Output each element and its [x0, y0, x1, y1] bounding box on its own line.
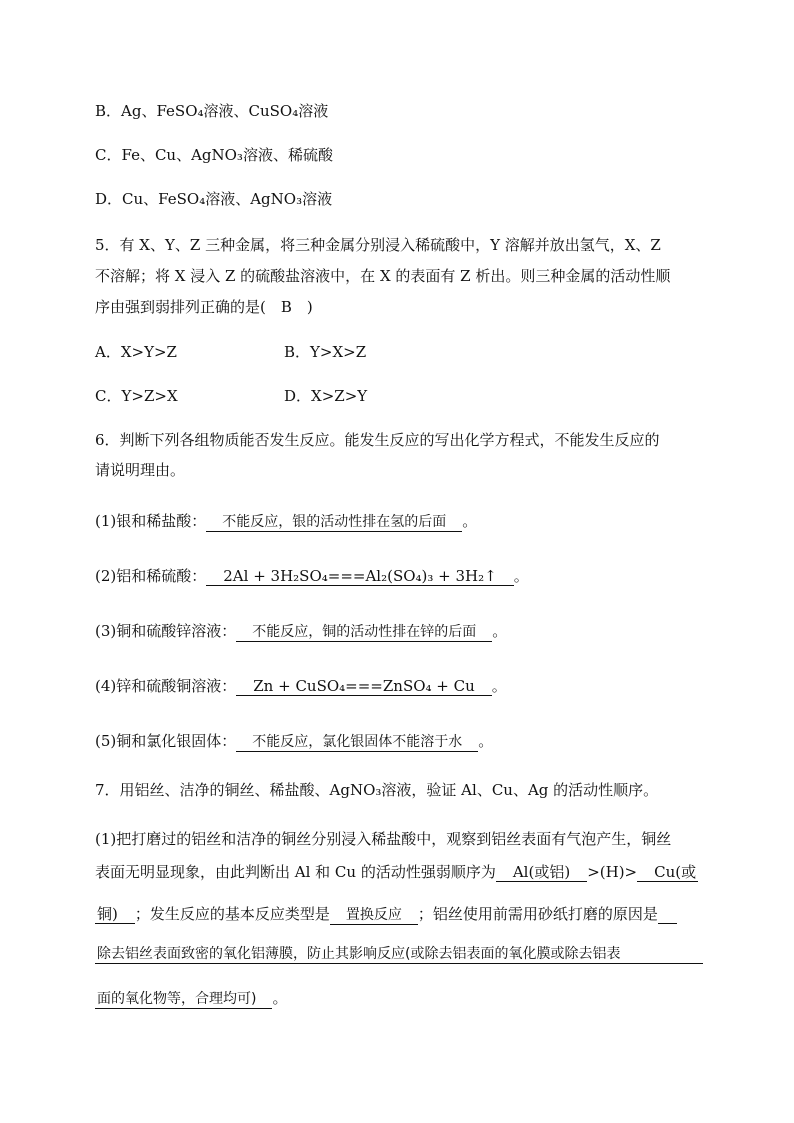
q6-stem-line-2: 请说明理由。 [95, 461, 186, 479]
q6-stem-line-1: 6．判断下列各组物质能否发生反应。能发生反应的写出化学方程式，不能发生反应的 [95, 431, 660, 449]
q5-option-a: A．X>Y>Z [95, 343, 177, 361]
q7-part1-line-5 [95, 988, 715, 1009]
q6-item-2-answer: 2Al + 3H₂SO₄===Al₂(SO₄)₃ + 3H₂↑ [208, 567, 512, 585]
q6-item-5-end: 。 [478, 732, 494, 750]
q7-answer-cu-part-2: 铜) [97, 905, 133, 923]
q6-item-1-answer: 不能反应，银的活动性排在氢的后面 [208, 514, 461, 530]
q7-part1-line-2 [95, 862, 715, 882]
q5-stem-line-3: 序由强到弱排列正确的是( B ) [95, 298, 313, 316]
q6-item-1 [95, 511, 715, 532]
q7-part1-line-3 [95, 904, 715, 925]
q7-answer-reason-part-2: 除去铝丝表面致密的氧化铝薄膜，防止其影响反应(或除去铝表面的氧化膜或除去铝表 [95, 945, 703, 964]
q4-option-c: C．Fe、Cu、AgNO₃溶液、稀硫酸 [95, 146, 333, 164]
q7-reaction-type-prompt: ；发生反应的基本反应类型是 [134, 905, 330, 923]
q6-item-3-prompt: (3)铜和硫酸锌溶液： [95, 622, 237, 640]
q4-option-b: B．Ag、FeSO₄溶液、CuSO₄溶液 [95, 102, 329, 120]
q6-item-5-answer: 不能反应，氯化银固体不能溶于水 [238, 734, 477, 750]
q6-item-4 [95, 676, 715, 696]
q6-item-2-prompt: (2)铝和稀硫酸： [95, 567, 207, 585]
q6-item-5-prompt: (5)铜和氯化银固体： [95, 732, 237, 750]
q7-answer-reason-part-3: 面的氧化物等，合理均可) [97, 991, 271, 1007]
q7-part1-line-1: (1)把打磨过的铝丝和洁净的铜丝分别浸入稀盐酸中，观察到铝丝表面有气泡产生，铜丝 [95, 830, 672, 848]
q7-stem: 7．用铝丝、洁净的铜丝、稀盐酸、AgNO₃溶液，验证 Al、Cu、Ag 的活动性顺序。 [95, 781, 659, 799]
q6-item-4-answer: Zn + CuSO₄===ZnSO₄ + Cu [238, 677, 490, 695]
q6-item-2-end: 。 [513, 567, 529, 585]
q5-option-b: B．Y>X>Z [284, 343, 367, 361]
q7-part1-line-4 [95, 945, 715, 964]
q7-answer-cu-part-1: Cu(或 [639, 863, 697, 881]
q7-reason-prompt: ；铝丝使用前需用砂纸打磨的原因是 [417, 905, 658, 923]
q5-option-d: D．X>Z>Y [284, 387, 368, 405]
q6-item-4-prompt: (4)锌和硫酸铜溶液： [95, 677, 237, 695]
q7-answer-reason-part-1 [658, 905, 677, 924]
q6-item-3-end: 。 [492, 622, 508, 640]
q4-option-d: D．Cu、FeSO₄溶液、AgNO₃溶液 [95, 190, 333, 208]
q7-answer-reaction-type: 置换反应 [331, 907, 416, 923]
q7-answer-al: Al(或铝) [497, 863, 586, 881]
q6-item-1-prompt: (1)银和稀盐酸： [95, 512, 207, 530]
q6-item-3-answer: 不能反应，铜的活动性排在锌的后面 [238, 624, 491, 640]
q7-order-mid: >(H)> [587, 863, 638, 881]
q6-item-1-end: 。 [462, 512, 478, 530]
q7-part1-end: 。 [272, 989, 288, 1007]
q7-part1-line-2-text: 表面无明显现象，由此判断出 Al 和 Cu 的活动性强弱顺序为 [95, 863, 496, 881]
q6-item-2 [95, 566, 715, 586]
q6-item-5 [95, 731, 715, 752]
q5-stem-line-1: 5．有 X、Y、Z 三种金属，将三种金属分别浸入稀硫酸中，Y 溶解并放出氢气，X、Z [95, 236, 661, 254]
q5-option-c: C．Y>Z>X [95, 387, 178, 405]
q6-item-3 [95, 621, 715, 642]
q5-stem-line-2: 不溶解；将 X 浸入 Z 的硫酸盐溶液中，在 X 的表面有 Z 析出。则三种金属的活动性顺 [95, 267, 671, 285]
q6-item-4-end: 。 [491, 677, 507, 695]
